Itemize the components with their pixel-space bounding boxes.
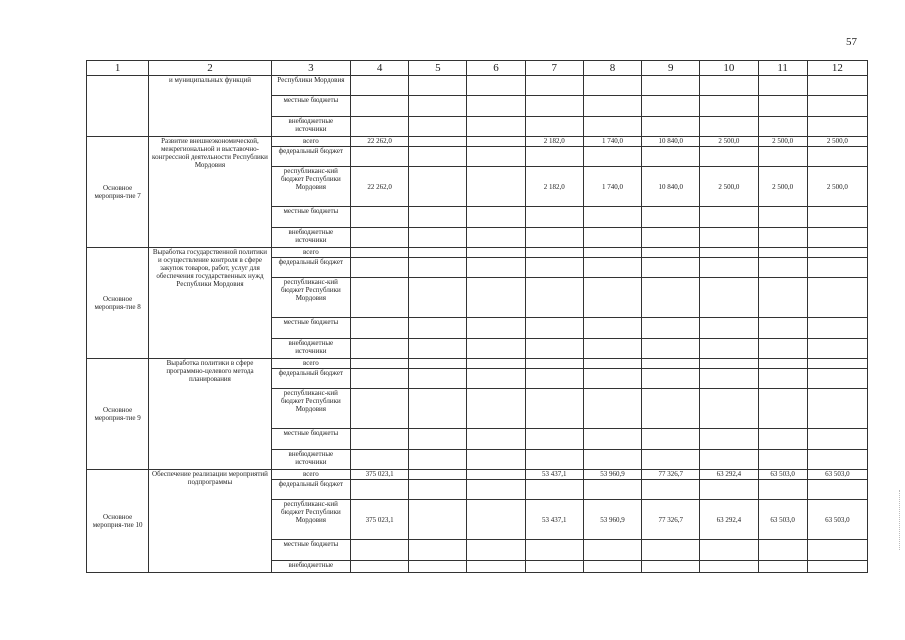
value-cell (525, 359, 583, 369)
value-cell (700, 369, 758, 389)
value-cell (409, 147, 467, 167)
value-cell (642, 147, 700, 167)
value-cell (642, 76, 700, 96)
value-cell (467, 278, 525, 318)
value-cell (700, 228, 758, 248)
value-cell (642, 228, 700, 248)
value-cell (807, 359, 867, 369)
header-cell: 5 (409, 61, 467, 76)
value-cell (467, 500, 525, 540)
header-row (87, 61, 868, 76)
value-cell (583, 117, 641, 137)
funding-source-cell: всего (271, 470, 350, 480)
value-cell (642, 429, 700, 450)
table-row (87, 137, 868, 147)
value-cell (758, 258, 807, 278)
value-cell (525, 561, 583, 573)
funding-source-cell: местные бюджеты (271, 207, 350, 228)
value-cell: 63 503,0 (758, 470, 807, 480)
measure-cell: Основное мероприя-тие 8 (87, 248, 149, 359)
value-cell: 63 292,4 (700, 500, 758, 540)
funding-source-cell: внебюджетные (271, 561, 350, 573)
value-cell (583, 96, 641, 117)
value-cell (409, 137, 467, 147)
value-cell (525, 147, 583, 167)
value-cell: 2 500,0 (700, 137, 758, 147)
value-cell (525, 207, 583, 228)
value-cell (758, 561, 807, 573)
value-cell (467, 429, 525, 450)
value-cell (467, 76, 525, 96)
value-cell (467, 318, 525, 339)
header-cell: 1 (87, 61, 149, 76)
value-cell (807, 207, 867, 228)
header-cell: 8 (583, 61, 641, 76)
funding-source-cell: местные бюджеты (271, 318, 350, 339)
value-cell: 2 182,0 (525, 137, 583, 147)
measure-cell: Основное мероприя-тие 9 (87, 359, 149, 470)
value-cell (467, 167, 525, 207)
value-cell: 77 326,7 (642, 500, 700, 540)
value-cell (642, 258, 700, 278)
value-cell: 10 840,0 (642, 167, 700, 207)
value-cell (583, 480, 641, 500)
value-cell (807, 480, 867, 500)
value-cell (583, 147, 641, 167)
value-cell (525, 339, 583, 359)
value-cell (583, 228, 641, 248)
funding-source-cell: всего (271, 137, 350, 147)
value-cell (351, 450, 409, 470)
value-cell: 2 500,0 (700, 167, 758, 207)
value-cell (807, 561, 867, 573)
value-cell (409, 318, 467, 339)
value-cell (525, 389, 583, 429)
value-cell (807, 429, 867, 450)
measure-title-cell: Выработка политики в сфере программно-целевого метода планирования (149, 359, 271, 470)
value-cell (409, 540, 467, 561)
value-cell (583, 359, 641, 369)
value-cell: 53 960,9 (583, 470, 641, 480)
value-cell: 63 503,0 (807, 470, 867, 480)
value-cell (409, 480, 467, 500)
value-cell (583, 450, 641, 470)
value-cell (409, 278, 467, 318)
header-cell: 2 (149, 61, 271, 76)
table-row (87, 248, 868, 258)
funding-source-cell: федеральный бюджет (271, 258, 350, 278)
value-cell (807, 278, 867, 318)
value-cell (409, 429, 467, 450)
funding-source-cell: всего (271, 248, 350, 258)
value-cell (409, 561, 467, 573)
value-cell (583, 561, 641, 573)
value-cell (467, 339, 525, 359)
value-cell (467, 540, 525, 561)
value-cell (409, 167, 467, 207)
value-cell (758, 540, 807, 561)
value-cell (525, 450, 583, 470)
value-cell (807, 76, 867, 96)
value-cell (583, 339, 641, 359)
value-cell (758, 76, 807, 96)
value-cell (409, 339, 467, 359)
value-cell (467, 207, 525, 228)
value-cell (700, 278, 758, 318)
funding-source-cell: местные бюджеты (271, 429, 350, 450)
value-cell: 53 437,1 (525, 500, 583, 540)
measure-title-cell: Развитие внешнеэкономической, межрегиональной и выставочно-конгрессной деятельности Республики Мордовия (149, 137, 271, 248)
value-cell (807, 389, 867, 429)
value-cell (351, 318, 409, 339)
value-cell (409, 369, 467, 389)
value-cell (642, 207, 700, 228)
value-cell (642, 318, 700, 339)
value-cell: 10 840,0 (642, 137, 700, 147)
value-cell (807, 318, 867, 339)
value-cell (351, 76, 409, 96)
value-cell (700, 117, 758, 137)
value-cell: 2 500,0 (758, 167, 807, 207)
value-cell: 375 023,1 (351, 500, 409, 540)
header-cell: 9 (642, 61, 700, 76)
value-cell (583, 76, 641, 96)
value-cell (807, 540, 867, 561)
value-cell (700, 480, 758, 500)
value-cell (467, 470, 525, 480)
value-cell (583, 258, 641, 278)
header-cell: 11 (758, 61, 807, 76)
value-cell (351, 278, 409, 318)
measure-cell (87, 76, 149, 137)
value-cell (807, 248, 867, 258)
value-cell (700, 318, 758, 339)
header-cell: 12 (807, 61, 867, 76)
value-cell: 375 023,1 (351, 470, 409, 480)
funding-source-cell: внебюджетные источники (271, 339, 350, 359)
value-cell (525, 369, 583, 389)
value-cell (525, 429, 583, 450)
value-cell: 1 740,0 (583, 137, 641, 147)
header-cell: 4 (351, 61, 409, 76)
value-cell (758, 369, 807, 389)
funding-source-cell: внебюджетные источники (271, 450, 350, 470)
value-cell (351, 389, 409, 429)
funding-source-cell: республиканс-кий бюджет Республики Мордовия (271, 500, 350, 540)
value-cell (807, 258, 867, 278)
value-cell (351, 369, 409, 389)
value-cell (351, 429, 409, 450)
value-cell (583, 248, 641, 258)
value-cell (351, 540, 409, 561)
value-cell (807, 369, 867, 389)
value-cell (351, 147, 409, 167)
value-cell (583, 369, 641, 389)
value-cell (700, 207, 758, 228)
value-cell: 2 500,0 (758, 137, 807, 147)
value-cell (351, 207, 409, 228)
value-cell (525, 318, 583, 339)
value-cell (807, 450, 867, 470)
value-cell (525, 278, 583, 318)
value-cell (525, 248, 583, 258)
value-cell (758, 389, 807, 429)
funding-source-cell: местные бюджеты (271, 96, 350, 117)
value-cell (583, 318, 641, 339)
value-cell (700, 248, 758, 258)
value-cell (409, 450, 467, 470)
value-cell (758, 480, 807, 500)
value-cell (583, 429, 641, 450)
value-cell (467, 480, 525, 500)
value-cell (700, 359, 758, 369)
value-cell (642, 359, 700, 369)
value-cell (467, 137, 525, 147)
value-cell (642, 117, 700, 137)
value-cell (409, 359, 467, 369)
header-cell: 3 (271, 61, 350, 76)
value-cell (467, 147, 525, 167)
value-cell (807, 147, 867, 167)
value-cell (758, 450, 807, 470)
value-cell (583, 207, 641, 228)
value-cell (700, 429, 758, 450)
value-cell: 22 262,0 (351, 137, 409, 147)
value-cell (758, 318, 807, 339)
measure-title-cell: Обеспечение реализации мероприятий подпрограммы (149, 470, 271, 573)
value-cell (525, 258, 583, 278)
value-cell (351, 258, 409, 278)
funding-source-cell: Республики Мордовия (271, 76, 350, 96)
value-cell (351, 480, 409, 500)
value-cell (467, 117, 525, 137)
value-cell (467, 359, 525, 369)
funding-source-cell: внебюджетные источники (271, 228, 350, 248)
funding-source-cell: республиканс-кий бюджет Республики Мордовия (271, 278, 350, 318)
value-cell (758, 429, 807, 450)
value-cell (642, 278, 700, 318)
value-cell (642, 450, 700, 470)
value-cell (758, 339, 807, 359)
funding-source-cell: всего (271, 359, 350, 369)
value-cell (351, 561, 409, 573)
value-cell: 2 500,0 (807, 167, 867, 207)
header-cell: 7 (525, 61, 583, 76)
value-cell (758, 96, 807, 117)
value-cell (642, 339, 700, 359)
value-cell (409, 470, 467, 480)
value-cell: 63 503,0 (758, 500, 807, 540)
margin-mark (899, 490, 902, 550)
value-cell (700, 147, 758, 167)
value-cell (409, 117, 467, 137)
value-cell (807, 96, 867, 117)
funding-source-cell: местные бюджеты (271, 540, 350, 561)
value-cell: 77 326,7 (642, 470, 700, 480)
funding-source-cell: федеральный бюджет (271, 147, 350, 167)
value-cell (467, 228, 525, 248)
value-cell: 63 292,4 (700, 470, 758, 480)
value-cell (700, 96, 758, 117)
value-cell (525, 540, 583, 561)
measure-cell: Основное мероприя-тие 10 (87, 470, 149, 573)
value-cell (700, 76, 758, 96)
value-cell (351, 117, 409, 137)
funding-source-cell: республиканс-кий бюджет Республики Мордовия (271, 167, 350, 207)
funding-source-cell: федеральный бюджет (271, 369, 350, 389)
value-cell (467, 561, 525, 573)
value-cell (525, 76, 583, 96)
value-cell (583, 278, 641, 318)
value-cell (467, 389, 525, 429)
value-cell (758, 359, 807, 369)
value-cell (700, 339, 758, 359)
value-cell (700, 561, 758, 573)
value-cell (409, 500, 467, 540)
value-cell (351, 228, 409, 248)
value-cell: 2 500,0 (807, 137, 867, 147)
value-cell (700, 389, 758, 429)
value-cell (642, 540, 700, 561)
value-cell (642, 561, 700, 573)
value-cell (758, 248, 807, 258)
value-cell: 1 740,0 (583, 167, 641, 207)
value-cell (467, 258, 525, 278)
table-row (87, 76, 868, 96)
value-cell (409, 258, 467, 278)
budget-table (86, 60, 868, 573)
measure-title-cell: Выработка государственной политики и осуществление контроля в сфере закупок товаров, работ, услуг для обеспечения государственных нужд Республики Мордовия (149, 248, 271, 359)
value-cell (758, 207, 807, 228)
value-cell (642, 96, 700, 117)
value-cell (525, 480, 583, 500)
value-cell (642, 480, 700, 500)
value-cell (642, 389, 700, 429)
value-cell (351, 339, 409, 359)
value-cell (409, 207, 467, 228)
funding-source-cell: федеральный бюджет (271, 480, 350, 500)
value-cell (642, 369, 700, 389)
value-cell (583, 389, 641, 429)
value-cell (525, 228, 583, 248)
value-cell (758, 228, 807, 248)
value-cell (525, 117, 583, 137)
value-cell (409, 228, 467, 248)
value-cell (700, 450, 758, 470)
value-cell (409, 248, 467, 258)
page-number: 57 (846, 36, 857, 48)
value-cell (758, 278, 807, 318)
value-cell: 63 503,0 (807, 500, 867, 540)
header-cell: 6 (467, 61, 525, 76)
value-cell: 53 437,1 (525, 470, 583, 480)
funding-source-cell: внебюджетные источники (271, 117, 350, 137)
value-cell (351, 248, 409, 258)
value-cell (642, 248, 700, 258)
value-cell: 22 262,0 (351, 167, 409, 207)
measure-title-cell: и муниципальных функций (149, 76, 271, 137)
value-cell (807, 228, 867, 248)
value-cell (758, 147, 807, 167)
measure-cell: Основное мероприя-тие 7 (87, 137, 149, 248)
value-cell (467, 369, 525, 389)
value-cell (807, 117, 867, 137)
value-cell (467, 450, 525, 470)
value-cell (807, 339, 867, 359)
table-row (87, 470, 868, 480)
value-cell (351, 359, 409, 369)
value-cell (409, 96, 467, 117)
value-cell (409, 76, 467, 96)
value-cell (583, 540, 641, 561)
value-cell (525, 96, 583, 117)
value-cell (351, 96, 409, 117)
value-cell (700, 258, 758, 278)
value-cell (409, 389, 467, 429)
value-cell (758, 117, 807, 137)
funding-source-cell: республиканс-кий бюджет Республики Мордовия (271, 389, 350, 429)
value-cell: 53 960,9 (583, 500, 641, 540)
header-cell: 10 (700, 61, 758, 76)
value-cell (467, 248, 525, 258)
value-cell (467, 96, 525, 117)
table-row (87, 359, 868, 369)
value-cell (700, 540, 758, 561)
value-cell: 2 182,0 (525, 167, 583, 207)
